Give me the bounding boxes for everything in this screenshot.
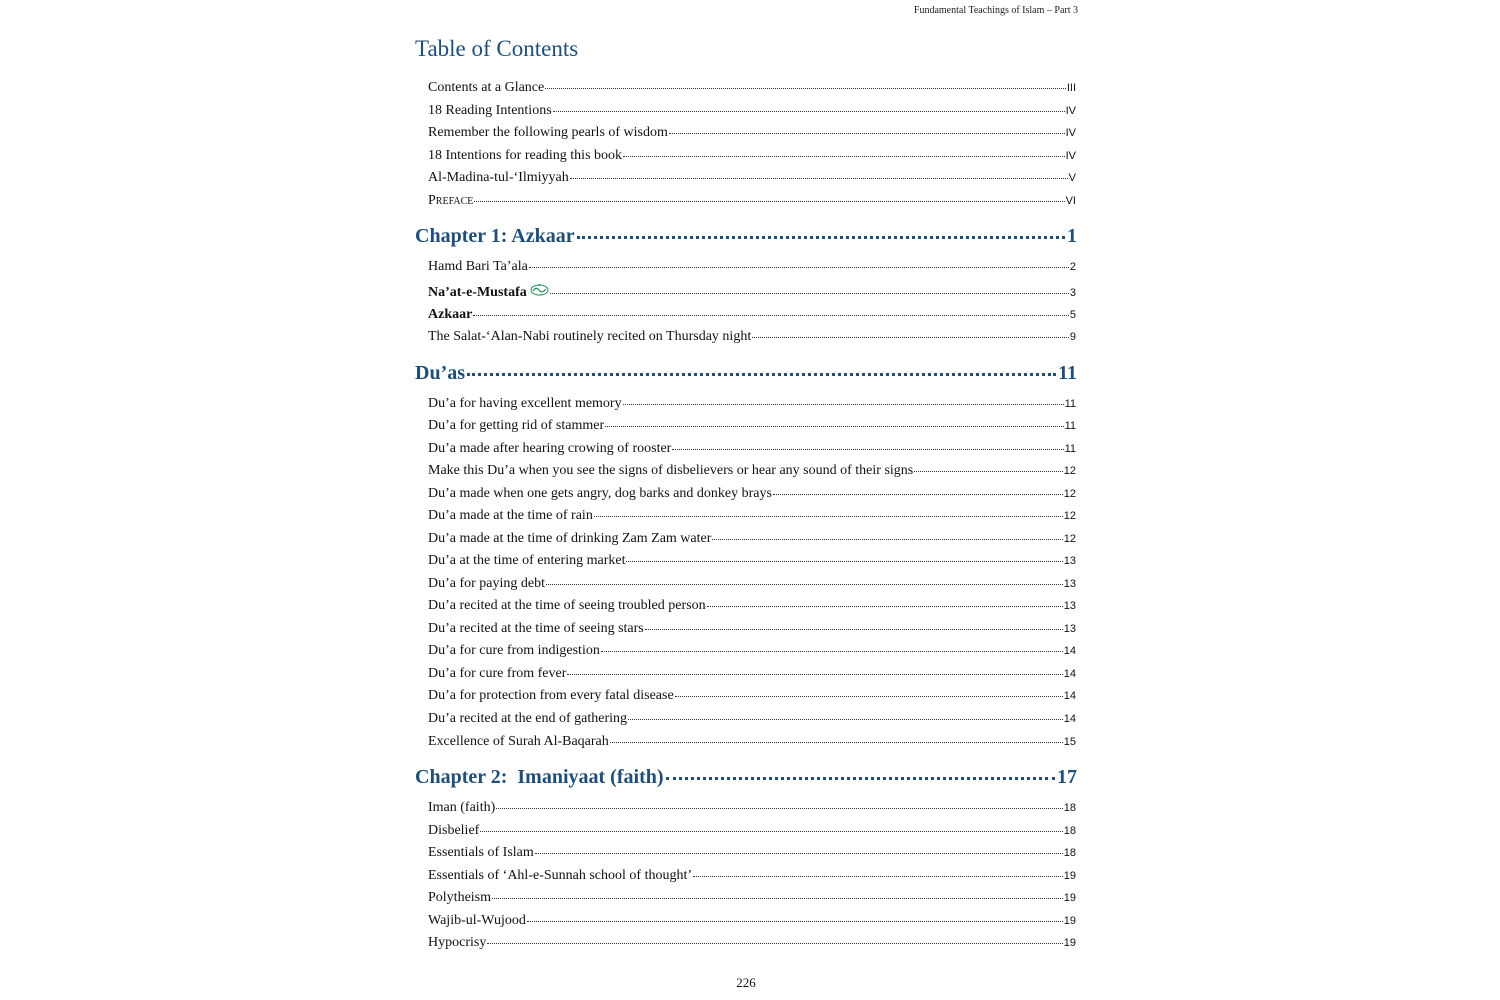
dot-leader	[645, 619, 1063, 630]
toc-entry-dua-stammer[interactable]	[428, 417, 1076, 435]
toc-entry-page: IV	[1065, 127, 1076, 139]
toc-entry-page: VI	[1065, 195, 1076, 207]
toc-entry-dua-troubled-person[interactable]	[428, 597, 1076, 615]
toc-entry-dua-debt[interactable]	[428, 575, 1076, 593]
dot-leader	[473, 305, 1069, 316]
toc-entry-text: Contents at a Glance	[428, 80, 545, 95]
toc-entry-text: Na’at-e-Mustafa	[428, 285, 527, 300]
dot-leader	[577, 222, 1065, 239]
dot-leader	[496, 798, 1063, 809]
toc-entry-text: Wajib-ul-Wujood	[428, 913, 526, 928]
dot-leader	[707, 596, 1063, 607]
dot-leader	[567, 664, 1062, 675]
toc-entry-text: Du’a at the time of entering market	[428, 553, 626, 568]
dot-leader	[601, 641, 1063, 652]
toc-entry-wajib-ul-wujood[interactable]	[428, 912, 1076, 930]
dot-leader	[666, 763, 1055, 780]
dot-leader	[487, 933, 1062, 944]
toc-entry-text: 18 Intentions for reading this book	[428, 148, 623, 163]
toc-entry-text: Disbelief	[428, 823, 480, 838]
toc-entry-essentials-of-islam[interactable]	[428, 844, 1076, 862]
toc-entry-salat-alan-nabi[interactable]	[428, 328, 1076, 346]
dot-leader	[752, 327, 1069, 338]
toc-entry-azkaar[interactable]	[428, 306, 1076, 324]
toc-entry-ahl-e-sunnah[interactable]	[428, 867, 1076, 885]
toc-title: Table of Contents	[415, 36, 579, 61]
toc-entry-page: 12	[1063, 533, 1076, 545]
toc-entry-text: Du’a recited at the end of gathering	[428, 711, 628, 726]
toc-entry-dua-market[interactable]	[428, 552, 1076, 570]
toc-entry-page: IV	[1065, 150, 1076, 162]
toc-entry-page: 15	[1063, 736, 1076, 748]
toc-entry-dua-rooster[interactable]	[428, 440, 1076, 458]
toc-entry-dua-zam-zam[interactable]	[428, 530, 1076, 548]
toc-entry-preface[interactable]	[428, 192, 1076, 210]
dot-leader	[605, 416, 1063, 427]
toc-entry-page: 14	[1063, 713, 1076, 725]
toc-entry-dua-stars[interactable]	[428, 620, 1076, 638]
toc-entry-text: Du’a for having excellent memory	[428, 396, 622, 411]
dot-leader	[546, 574, 1063, 585]
toc-entry-page: 5	[1069, 309, 1076, 321]
toc-entry-text: Hypocrisy	[428, 935, 487, 950]
dot-leader	[773, 484, 1063, 495]
toc-entry-text: Iman (faith)	[428, 800, 496, 815]
chapter-heading-azkaar[interactable]	[415, 223, 1077, 249]
toc-entry-page: 18	[1063, 825, 1076, 837]
dot-leader	[672, 439, 1063, 450]
page-number: 226	[736, 975, 756, 990]
toc-entry-hypocrisy[interactable]	[428, 934, 1076, 952]
toc-entry-dua-angry[interactable]	[428, 485, 1076, 503]
toc-entry-page: IV	[1065, 105, 1076, 117]
toc-entry-text: The Salat-‘Alan-Nabi routinely recited on Thursday night	[428, 329, 752, 344]
chapter-heading-imaniyaat[interactable]	[415, 764, 1077, 790]
toc-entry-page: 12	[1063, 465, 1076, 477]
toc-entry-polytheism[interactable]	[428, 889, 1076, 907]
toc-entry-page: 19	[1063, 892, 1076, 904]
toc-entry-page: 11	[1064, 420, 1076, 432]
toc-entry-dua-fever[interactable]	[428, 665, 1076, 683]
chapter-title: Chapter 2: Imaniyaat (faith)	[415, 766, 664, 788]
dot-leader	[914, 461, 1063, 472]
chapter-title: Chapter 1: Azkaar	[415, 225, 575, 247]
toc-entry-text: Azkaar	[428, 307, 473, 322]
toc-entry-iman[interactable]	[428, 799, 1076, 817]
toc-entry-text: Essentials of Islam	[428, 845, 534, 860]
toc-entry-contents-at-a-glance[interactable]	[428, 79, 1076, 97]
toc-entry-page: 14	[1063, 645, 1076, 657]
dot-leader	[623, 394, 1064, 405]
running-header: Fundamental Teachings of Islam – Part 3	[913, 5, 1078, 16]
toc-entry-text: Du’a for protection from every fatal disease	[428, 688, 674, 703]
toc-entry-text: Du’a made when one gets angry, dog barks and donkey brays	[428, 486, 772, 501]
toc-entry-page: 18	[1063, 847, 1076, 859]
toc-entry-page: 14	[1063, 668, 1076, 680]
toc-entry-page: 12	[1063, 488, 1076, 500]
toc-entry-dua-fatal-disease[interactable]	[428, 687, 1076, 705]
toc-entry-page: 9	[1069, 331, 1076, 343]
toc-entry-surah-al-baqarah[interactable]	[428, 733, 1076, 751]
toc-entry-reading-intentions[interactable]	[428, 102, 1076, 120]
dot-leader	[545, 78, 1066, 89]
dot-leader	[480, 821, 1062, 832]
toc-entry-page: 13	[1063, 623, 1076, 635]
dot-leader	[527, 911, 1063, 922]
toc-entry-text: Make this Du’a when you see the signs of disbelievers or hear any sound of their signs	[428, 463, 914, 478]
toc-entry-naat-e-mustafa[interactable]	[428, 283, 1076, 302]
chapter-heading-duas[interactable]	[415, 360, 1077, 386]
toc-entry-intentions-for-reading[interactable]	[428, 147, 1076, 165]
dot-leader	[610, 732, 1063, 743]
dot-leader	[693, 866, 1063, 877]
toc-entry-text: Hamd Bari Ta’ala	[428, 259, 528, 274]
dot-leader	[712, 529, 1062, 540]
toc-entry-text: Du’a recited at the time of seeing stars	[428, 621, 644, 636]
toc-entry-text: Remember the following pearls of wisdom	[428, 125, 668, 140]
toc-entry-text: Al-Madina-tul-‘Ilmiyyah	[428, 170, 569, 185]
dot-leader	[535, 843, 1063, 854]
dot-leader	[594, 506, 1063, 517]
toc-entry-dua-end-of-gathering[interactable]	[428, 710, 1076, 728]
toc-entry-page: III	[1066, 82, 1076, 94]
salawat-calligraphy-icon	[530, 283, 549, 296]
toc-entry-text: Essentials of ‘Ahl-e-Sunnah school of thought’	[428, 868, 693, 883]
toc-entry-page: 19	[1063, 915, 1076, 927]
toc-entry-text: Du’a for cure from fever	[428, 666, 567, 681]
toc-entry-dua-excellent-memory[interactable]	[428, 395, 1076, 413]
dot-leader	[623, 146, 1065, 157]
toc-entry-text: Du’a made after hearing crowing of rooster	[428, 441, 672, 456]
toc-entry-page: 3	[1069, 287, 1076, 299]
dot-leader	[669, 123, 1065, 134]
toc-entry-page: 2	[1069, 261, 1076, 273]
toc-entry-page: 11	[1064, 398, 1076, 410]
dot-leader	[675, 686, 1063, 697]
chapter-page: 17	[1057, 766, 1077, 788]
toc-entry-text: Du’a for getting rid of stammer	[428, 418, 605, 433]
toc-entry-text: Du’a made at the time of drinking Zam Zam water	[428, 531, 712, 546]
toc-entry-page: V	[1068, 172, 1076, 184]
dot-leader	[467, 359, 1056, 376]
chapter-page: 1	[1067, 225, 1077, 247]
toc-entry-page: 18	[1063, 802, 1076, 814]
toc-entry-text: Excellence of Surah Al-Baqarah	[428, 734, 609, 749]
toc-entry-text: Polytheism	[428, 890, 492, 905]
dot-leader	[628, 709, 1063, 720]
dot-leader	[529, 257, 1069, 268]
toc-entry-page: 13	[1063, 578, 1076, 590]
toc-entry-page: 19	[1063, 870, 1076, 882]
toc-entry-hamd-bari-taala[interactable]	[428, 258, 1076, 276]
dot-leader	[626, 551, 1062, 562]
toc-entry-text: Du’a for paying debt	[428, 576, 546, 591]
dot-leader	[492, 888, 1063, 899]
toc-entry-dua-indigestion[interactable]	[428, 642, 1076, 660]
toc-entry-text: Du’a for cure from indigestion	[428, 643, 600, 658]
toc-entry-page: 19	[1063, 937, 1076, 949]
toc-entry-page: 13	[1063, 555, 1076, 567]
toc-entry-page: 14	[1063, 690, 1076, 702]
dot-leader	[474, 191, 1064, 202]
toc-entry-dua-signs-of-disbelievers[interactable]	[428, 462, 1076, 480]
toc-entry-page: 11	[1064, 443, 1076, 455]
toc-entry-pearls-of-wisdom[interactable]	[428, 124, 1076, 142]
toc-entry-page: 12	[1063, 510, 1076, 522]
toc-entry-al-madina-tul-ilmiyyah[interactable]	[428, 169, 1076, 187]
dot-leader	[570, 168, 1068, 179]
toc-entry-text: 18 Reading Intentions	[428, 103, 552, 118]
toc-entry-page: 13	[1063, 600, 1076, 612]
dot-leader	[553, 101, 1065, 112]
toc-entry-disbelief[interactable]	[428, 822, 1076, 840]
chapter-title: Du’as	[415, 362, 466, 384]
dot-leader	[550, 283, 1069, 294]
toc-entry-text: Preface	[428, 193, 474, 208]
toc-entry-text: Du’a recited at the time of seeing troubled person	[428, 598, 706, 613]
toc-entry-text: Du’a made at the time of rain	[428, 508, 593, 523]
chapter-page: 11	[1058, 362, 1077, 384]
toc-entry-dua-rain[interactable]	[428, 507, 1076, 525]
